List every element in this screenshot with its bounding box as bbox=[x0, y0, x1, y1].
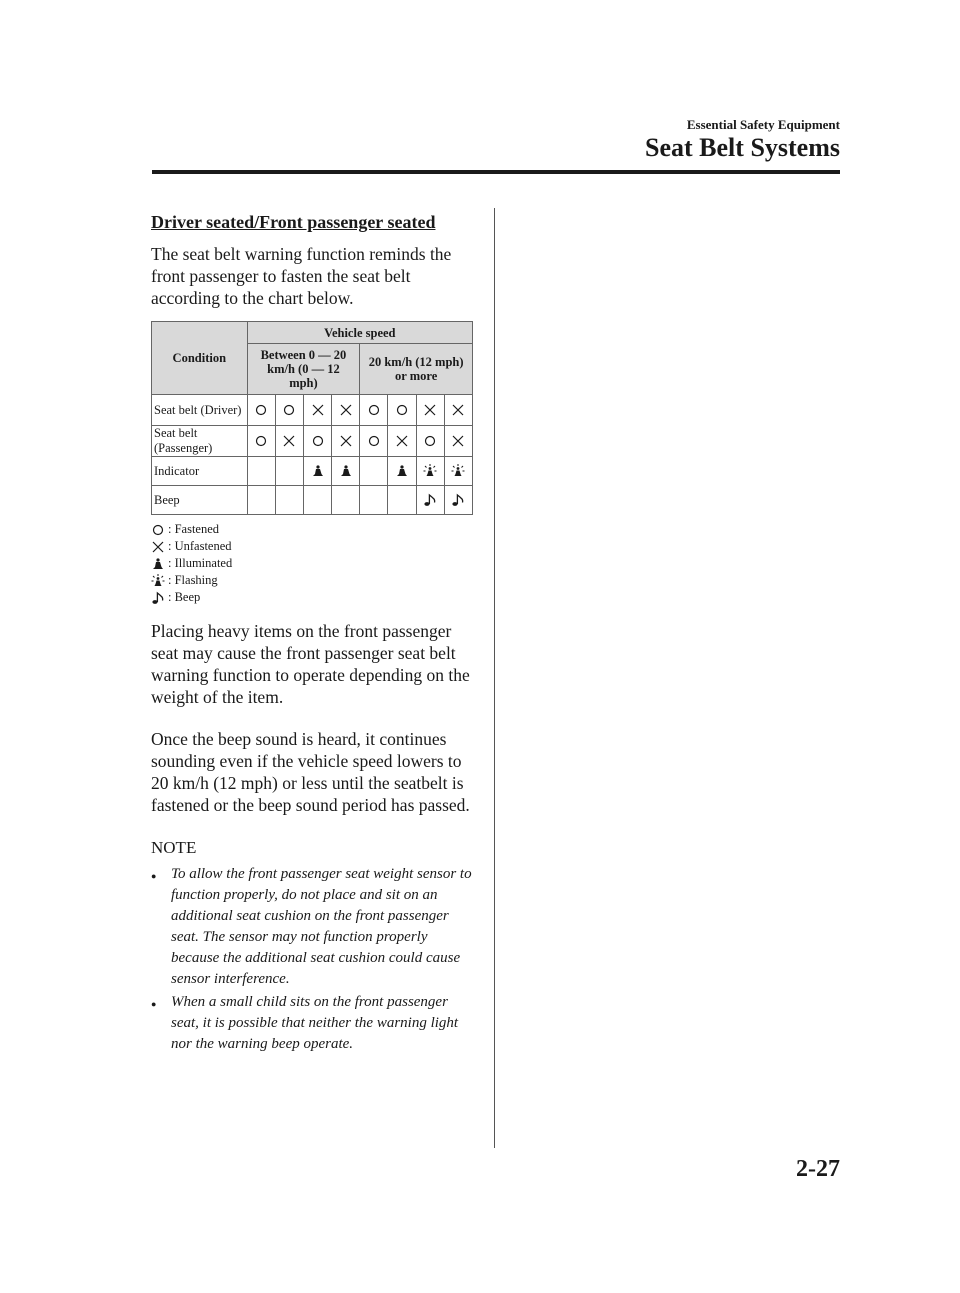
table-cell bbox=[360, 426, 388, 457]
heavy-items-paragraph: Placing heavy items on the front passenger seat may cause the front passenger seat belt warning function to operate depending on the weight of the item. bbox=[151, 621, 470, 707]
beep-icon bbox=[151, 591, 165, 605]
table-cell bbox=[275, 486, 303, 515]
table-cell bbox=[388, 426, 416, 457]
vehicle-speed-header: Vehicle speed bbox=[247, 322, 472, 344]
table-cell bbox=[247, 426, 275, 457]
legend-unfastened bbox=[151, 538, 477, 555]
table-cell bbox=[388, 395, 416, 426]
seat-belt-warning-table bbox=[151, 321, 473, 515]
note-bullet-2-text: When a small child sits on the front passenger seat, it is possible that neither the warning light nor the warning beep operate. bbox=[171, 994, 459, 1052]
row-label-indicator: Indicator bbox=[152, 457, 248, 486]
fastened-icon bbox=[367, 403, 381, 417]
unfastened-icon bbox=[282, 434, 296, 448]
left-column bbox=[151, 212, 477, 1057]
illuminated-icon bbox=[311, 464, 325, 478]
row-label-beep: Beep bbox=[152, 486, 248, 515]
table-cell bbox=[275, 395, 303, 426]
header-section-label: Essential Safety Equipment bbox=[686, 117, 840, 132]
fastened-icon bbox=[254, 403, 268, 417]
condition-header: Condition bbox=[152, 322, 248, 395]
row-label-passenger: Seat belt (Passenger) bbox=[152, 426, 248, 457]
table-cell bbox=[247, 486, 275, 515]
table-cell bbox=[332, 457, 360, 486]
legend-fastened-label: : Fastened bbox=[168, 522, 220, 536]
symbol-legend bbox=[151, 521, 477, 606]
table-cell bbox=[332, 486, 360, 515]
section-title: Driver seated/Front passenger seated bbox=[151, 212, 436, 232]
speed-low-header: Between 0 — 20 km/h (0 — 12 mph) bbox=[247, 344, 360, 395]
flashing-icon bbox=[423, 464, 437, 478]
table-cell bbox=[275, 457, 303, 486]
table-cell bbox=[416, 395, 444, 426]
legend-flashing bbox=[151, 572, 477, 589]
legend-fastened bbox=[151, 521, 477, 538]
legend-illuminated-label: : Illuminated bbox=[168, 556, 233, 570]
intro-paragraph: The seat belt warning function reminds the front passenger to fasten the seat belt according to the chart below. bbox=[151, 244, 452, 308]
table-cell bbox=[275, 426, 303, 457]
note-bullet bbox=[151, 864, 477, 990]
illuminated-icon bbox=[151, 557, 165, 571]
table-cell bbox=[247, 395, 275, 426]
header-divider bbox=[152, 170, 840, 174]
table-cell bbox=[332, 426, 360, 457]
unfastened-icon bbox=[451, 403, 465, 417]
legend-illuminated bbox=[151, 555, 477, 572]
beep-sound-paragraph: Once the beep sound is heard, it continues sounding even if the vehicle speed lowers to 20 km/h (12 mph) or less until the seatbelt is fastened or the beep sound period has passed. bbox=[151, 729, 470, 815]
table-cell bbox=[416, 457, 444, 486]
unfastened-icon bbox=[151, 540, 165, 554]
speed-high-header: 20 km/h (12 mph) or more bbox=[360, 344, 473, 395]
unfastened-icon bbox=[339, 403, 353, 417]
fastened-icon bbox=[367, 434, 381, 448]
fastened-icon bbox=[311, 434, 325, 448]
fastened-icon bbox=[254, 434, 268, 448]
bullet-icon: ● bbox=[151, 999, 157, 1009]
legend-beep bbox=[151, 589, 477, 606]
unfastened-icon bbox=[311, 403, 325, 417]
table-cell bbox=[303, 486, 331, 515]
fastened-icon bbox=[151, 523, 165, 537]
table-cell bbox=[416, 486, 444, 515]
table-cell bbox=[444, 486, 472, 515]
table-row-beep bbox=[152, 486, 473, 515]
note-bullet-1-text: To allow the front passenger seat weight sensor to function properly, do not place and sit on an additional seat cushion on the front passenger seat. The sensor may not function properly because the additional seat cushion could cause sensor interference. bbox=[171, 866, 472, 987]
fastened-icon bbox=[423, 434, 437, 448]
unfastened-icon bbox=[395, 434, 409, 448]
table-cell bbox=[388, 486, 416, 515]
flashing-icon bbox=[151, 574, 165, 588]
table-cell bbox=[303, 395, 331, 426]
table-row-indicator bbox=[152, 457, 473, 486]
unfastened-icon bbox=[423, 403, 437, 417]
table-cell bbox=[416, 426, 444, 457]
legend-unfastened-label: : Unfastened bbox=[168, 539, 232, 553]
illuminated-icon bbox=[339, 464, 353, 478]
flashing-icon bbox=[451, 464, 465, 478]
bullet-icon: ● bbox=[151, 871, 157, 881]
table-cell bbox=[360, 486, 388, 515]
fastened-icon bbox=[395, 403, 409, 417]
table-cell bbox=[247, 457, 275, 486]
table-cell bbox=[303, 457, 331, 486]
unfastened-icon bbox=[451, 434, 465, 448]
beep-icon bbox=[423, 493, 437, 507]
legend-beep-label: : Beep bbox=[168, 590, 201, 604]
table-row-driver bbox=[152, 395, 473, 426]
table-cell bbox=[332, 395, 360, 426]
table-cell bbox=[444, 395, 472, 426]
table-cell bbox=[444, 426, 472, 457]
page-number: 2-27 bbox=[796, 1156, 840, 1182]
row-label-driver: Seat belt (Driver) bbox=[152, 395, 248, 426]
column-divider bbox=[494, 208, 495, 1148]
table-cell bbox=[444, 457, 472, 486]
illuminated-icon bbox=[395, 464, 409, 478]
table-cell bbox=[360, 457, 388, 486]
table-row-passenger bbox=[152, 426, 473, 457]
page-title: Seat Belt Systems bbox=[645, 133, 840, 162]
note-heading: NOTE bbox=[151, 838, 197, 857]
unfastened-icon bbox=[339, 434, 353, 448]
table-cell bbox=[303, 426, 331, 457]
beep-icon bbox=[451, 493, 465, 507]
legend-flashing-label: : Flashing bbox=[168, 573, 218, 587]
table-cell bbox=[360, 395, 388, 426]
note-bullet bbox=[151, 992, 477, 1055]
fastened-icon bbox=[282, 403, 296, 417]
table-cell bbox=[388, 457, 416, 486]
